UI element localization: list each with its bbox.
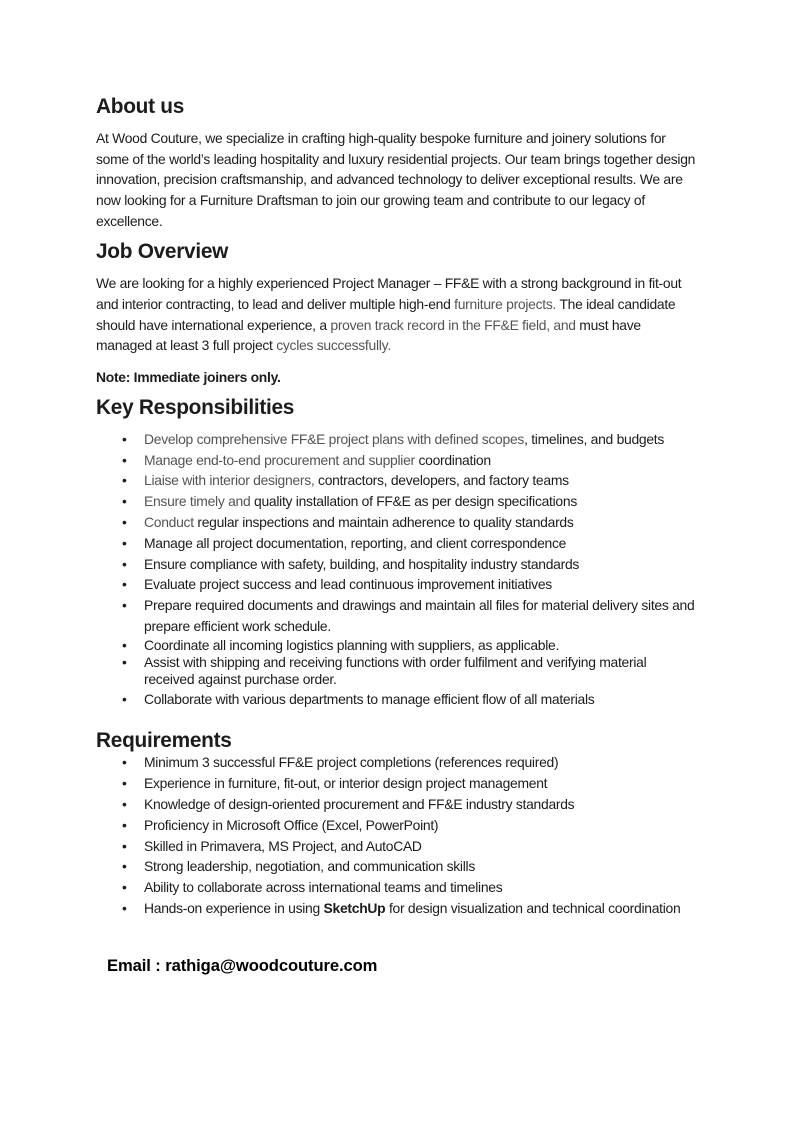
text-run: Conduct [144,514,198,531]
list-item [144,815,697,836]
list-item [144,856,697,877]
text-run: Proficiency in Microsoft Office (Excel, PowerPoint) [144,816,439,833]
list-item [144,898,697,919]
job-overview-heading: Job Overview [96,240,229,264]
text-run: quality installation of FF&E as per design specifications [254,493,577,510]
list-item [144,794,697,815]
text-run: Assist with shipping and receiving functions with order fulfilment and verifying material received against purchase order. [144,654,647,688]
about-paragraph: At Wood Couture, we specialize in crafting high-quality bespoke furniture and joinery solutions for some of the world’s leading hospitality and luxury residential projects. Our team brings together design innovation, precision craftsmanship, and advanced technology to deliver exceptional results. We are now looking for a Furniture Draftsman to join our growing team and contribute to our legacy of excellence. [96,129,696,229]
list-item [144,512,697,533]
text-run: cycles successfully. [276,337,391,354]
list-item [144,595,697,637]
text-run: Evaluate project success and lead continuous improvement initiatives [144,576,552,593]
note-line: Note: Immediate joiners only. [96,368,281,385]
list-item [144,470,697,491]
text-run: Prepare required documents and drawings and maintain all files for material delivery sites and prepare efficient work schedule. [144,597,695,635]
text-run: Strong leadership, negotiation, and communication skills [144,858,476,875]
text-run: must have managed at least 3 full project [96,316,641,354]
text-run: Ensure compliance with safety, building, and hospitality industry standards [144,555,580,572]
text-run: Develop comprehensive FF&E project plans with defined scopes [144,430,525,447]
text-run: Manage all project documentation, reporting, and client correspondence [144,534,567,551]
list-item [144,836,697,857]
text-run: Minimum 3 successful FF&E project completions (references required) [144,754,559,771]
text-run: SketchUp [323,899,386,916]
list-item [144,491,697,512]
list-item [144,752,697,773]
text-run: Ability to collaborate across international teams and timelines [144,879,503,896]
text-run: Skilled in Primavera, MS Project, and AutoCAD [144,837,422,854]
text-run: for design visualization and technical coordination [385,899,681,916]
list-item [144,574,697,595]
requirements-heading: Requirements [96,728,232,752]
text-run: Liaise with interior designers, [144,472,319,489]
text-run: The ideal candidate should have international experience, a [96,295,676,333]
list-item [144,554,697,575]
text-run: Collaborate with various departments to manage efficient flow of all materials [144,690,595,707]
text-run: Manage end-to-end procurement and supplier [144,451,419,468]
text-run: Knowledge of design-oriented procurement and FF&E industry standards [144,795,575,812]
list-item [144,429,697,450]
list-item [144,654,697,689]
key-responsibilities-list [96,429,697,710]
text-run: Hands-on experience in using [144,899,324,916]
list-item [144,637,697,654]
text-run: coordination [418,451,491,468]
requirements-list [96,752,697,918]
list-item [144,450,697,471]
text-run: Ensure timely and [144,493,254,510]
list-item [144,877,697,898]
list-item [144,773,697,794]
contact-email: Email : rathiga@woodcouture.com [107,955,378,975]
text-run: furniture projects. [454,295,560,312]
about-heading: About us [96,95,184,118]
text-run: Experience in furniture, fit-out, or interior design project management [144,775,548,792]
text-run: We are looking for a highly experienced Project Manager – FF&E with a strong background in fit-out and interior contracting, to lead and deliver multiple high-end [96,275,682,312]
text-run: proven track record in the FF&E field, and [330,316,580,333]
job-overview-paragraph [96,273,697,356]
text-run: Coordinate all incoming logistics planning with suppliers, as applicable. [144,636,560,653]
text-run: contractors, developers, and factory teams [318,472,569,489]
list-item [144,533,697,554]
text-run: , timelines, and budgets [524,430,665,447]
list-item [144,689,697,710]
text-run: regular inspections and maintain adherence to quality standards [197,514,574,531]
key-responsibilities-heading: Key Responsibilities [96,396,295,420]
